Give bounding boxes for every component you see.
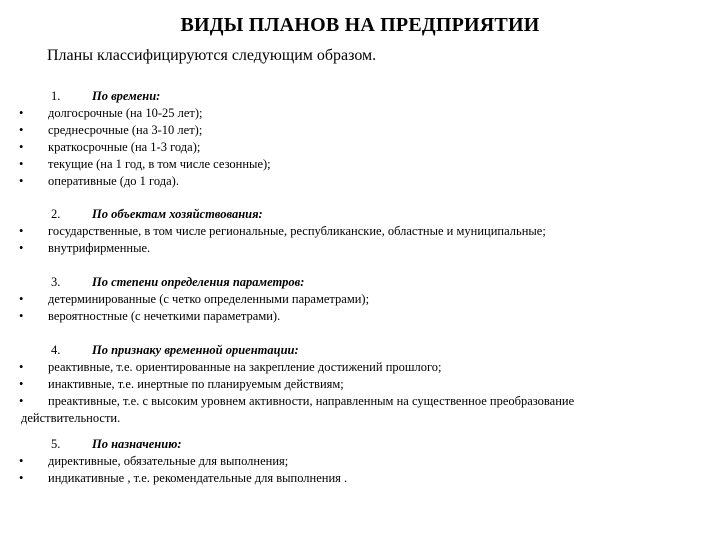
list-item: • государственные, в том числе региональные, республиканские, областные и муниципальные; xyxy=(19,224,546,238)
list-item: • внутрифирменные. xyxy=(19,241,151,255)
list-item: • текущие (на 1 год, в том числе сезонные); xyxy=(19,157,271,171)
bullet-icon: • xyxy=(19,471,24,485)
bullet-list xyxy=(0,105,720,190)
section-parameters xyxy=(0,274,720,325)
section-number: 4. xyxy=(51,343,61,357)
section-time xyxy=(0,88,720,190)
section-number: 2. xyxy=(51,207,61,221)
list-item: • краткосрочные (на 1-3 года); xyxy=(19,140,201,154)
section-label: По степени определения параметров: xyxy=(92,275,305,289)
section-label: По признаку временной ориентации: xyxy=(92,343,299,357)
section-heading xyxy=(0,88,720,105)
bullet-icon: • xyxy=(19,106,24,120)
bullet-icon: • xyxy=(19,292,24,306)
bullet-icon: • xyxy=(19,394,24,408)
section-number: 1. xyxy=(51,89,61,103)
bullet-icon: • xyxy=(19,140,24,154)
bullet-list xyxy=(0,291,720,325)
section-business-objects xyxy=(0,206,720,257)
list-item: • индикативные , т.е. рекомендательные для выполнения . xyxy=(19,471,348,485)
bullet-list xyxy=(0,453,720,487)
list-item: • директивные, обязательные для выполнения; xyxy=(19,454,289,468)
section-number: 5. xyxy=(51,437,61,451)
intro-text: Планы классифицируются следующим образом. xyxy=(47,47,377,64)
list-item: • преактивные, т.е. с высоким уровнем активности, направленным на существенное преобразование действительности. xyxy=(19,394,575,425)
list-item: • реактивные, т.е. ориентированные на закрепление достижений прошлого; xyxy=(19,360,442,374)
section-label: По объектам хозяйствования: xyxy=(92,207,263,221)
section-time-orientation xyxy=(0,342,720,427)
list-item: • долгосрочные (на 10-25 лет); xyxy=(19,106,203,120)
bullet-icon: • xyxy=(19,360,24,374)
list-item: • инактивные, т.е. инертные по планируемым действиям; xyxy=(19,377,344,391)
bullet-icon: • xyxy=(19,454,24,468)
bullet-list xyxy=(0,359,720,427)
section-heading xyxy=(0,206,720,223)
bullet-icon: • xyxy=(19,309,24,323)
list-item: • оперативные (до 1 года). xyxy=(19,174,179,188)
bullet-list xyxy=(0,223,720,257)
bullet-icon: • xyxy=(19,377,24,391)
bullet-icon: • xyxy=(19,174,24,188)
section-label: По назначению: xyxy=(92,437,182,451)
bullet-icon: • xyxy=(19,123,24,137)
section-heading xyxy=(0,342,720,359)
section-heading xyxy=(0,436,720,453)
section-purpose xyxy=(0,436,720,487)
list-item: • среднесрочные (на 3-10 лет); xyxy=(19,123,203,137)
section-heading xyxy=(0,274,720,291)
page-title: ВИДЫ ПЛАНОВ НА ПРЕДПРИЯТИИ xyxy=(180,14,540,36)
section-number: 3. xyxy=(51,275,61,289)
bullet-icon: • xyxy=(19,224,24,238)
section-label: По времени: xyxy=(92,89,161,103)
bullet-icon: • xyxy=(19,241,24,255)
list-item: • детерминированные (с четко определенными параметрами); xyxy=(19,292,370,306)
list-item: • вероятностные (с нечеткими параметрами). xyxy=(19,309,281,323)
bullet-icon: • xyxy=(19,157,24,171)
